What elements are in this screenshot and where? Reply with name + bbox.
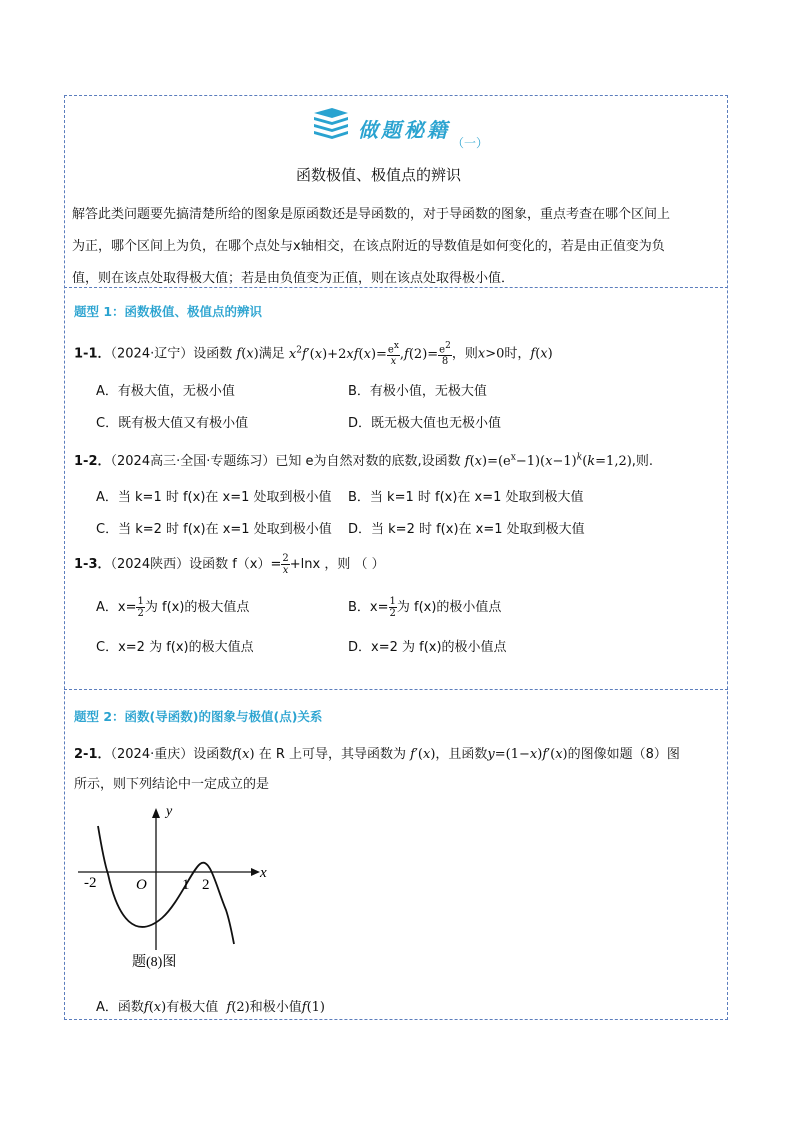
tick-label: 2 [202,877,210,893]
option-a[interactable]: A．x= $\frac{1}{2}$ 为 f(x)的极大值点 [96,596,250,619]
x-axis-arrow [251,868,260,876]
derivative-graph-figure [78,800,278,972]
option-d[interactable]: D．当 k=2 时 f(x)在 x=1 处取到极大值 [348,522,585,537]
tick-label: -2 [84,875,97,891]
question-number: 2-1． [74,747,111,762]
question-text: 满足 [258,346,285,362]
formula: f(x) [236,346,259,362]
intro-line: 为正，哪个区间上为负，在哪个点处与x轴相交，在该点附近的导数值是如何变化的，若是由正值变为负 [72,239,665,254]
option-d[interactable]: D．既无极大值也无极小值 [348,416,502,431]
question-text: 的图像如题（8）图 [567,747,680,762]
option-a[interactable]: A．当 k=1 时 f(x)在 x=1 处取到极小值 [96,490,332,505]
intro-line: 值，则在该点处取得极大值；若是由负值变为正值，则在该点处取得极小值． [72,271,515,286]
y-axis-arrow [152,808,160,818]
curve [98,826,234,944]
intro-line: 解答此类问题要先搞清楚所给的图象是原函数还是导函数的，对于导函数的图象，重点考查在哪个区间上 [72,207,671,222]
formula: $f(x)=(e^x-1)(x-1)^k(k=1,2)$ [464,452,632,469]
question-text: 在 R 上可导，其导函数为 [258,747,406,762]
x-axis-label: x [260,865,267,881]
question-text: 设函数 f（x）= [189,557,282,572]
question-2-1 [74,743,680,762]
question-text: 已知 e为自然对数的底数,设函数 [275,454,461,469]
option-d[interactable]: D．x=2 为 f(x)的极小值点 [348,640,507,655]
question-text: 设函数 [193,747,233,762]
formula: y=(1−x)f′(x) [487,747,568,762]
topic-label: 题型 2：函数(导函数)的图象与极值(点)关系 [74,709,323,724]
topic-label: 题型 1：函数极值、极值点的辨识 [74,304,263,319]
option-c[interactable]: C．既有极大值又有极小值 [96,416,249,431]
question-1-2 [74,450,653,469]
option-b[interactable]: B．当 k=1 时 f(x)在 x=1 处取到极大值 [348,490,584,505]
question-text: 时， [504,346,531,362]
formula: f(x) [232,747,255,762]
formula: x>0 [477,346,505,362]
tick-label: 1 [182,877,190,893]
question-number: 1-3． [74,557,111,572]
formula: $x^2f'(x)+2xf(x)=$ $\frac{e^x}{x}$ ,f(2)= $\frac{e^2}{8}$ [288,341,451,368]
question-number: 1-2． [74,454,111,469]
y-axis-label: y [166,804,173,819]
origin-label: O [136,877,147,893]
question-text: +lnx ，则 （ ） [289,557,385,572]
section-heading: 函数极值、极值点的辨识 [296,166,462,184]
divider [64,689,728,690]
question-source: （2024·重庆） [110,747,194,762]
option-a[interactable]: A．有极大值，无极小值 [96,384,235,399]
question-text: ，则 [451,346,478,362]
question-text: ,则. [631,454,654,469]
question-1-1 [74,341,553,367]
question-text: ，且函数 [435,747,488,762]
option-a[interactable]: A．函数f(x)有极大值 f(2)和极小值f(1) [96,1000,325,1015]
question-text: 设函数 [193,346,233,362]
option-c[interactable]: C．x=2 为 f(x)的极大值点 [96,640,254,655]
books-icon [312,107,350,145]
intro-paragraph [72,199,670,295]
formula: f′(x) [410,747,436,762]
question-text: 所示，则下列结论中一定成立的是 [74,777,270,792]
page-title: 做题秘籍 [358,118,450,142]
question-source: （2024陕西） [110,557,190,572]
question-source: （2024高三·全国·专题练习） [110,454,276,469]
option-b[interactable]: B．有极小值，无极大值 [348,384,487,399]
formula: f(x) [530,346,553,362]
question-number: 1-1． [74,346,111,362]
question-source: （2024·辽宁） [110,346,194,362]
option-b[interactable]: B．x= $\frac{1}{2}$ 为 f(x)的极小值点 [348,596,502,619]
formula: $\frac{2}{x}$ [282,553,289,576]
question-1-3 [74,553,385,576]
option-c[interactable]: C．当 k=2 时 f(x)在 x=1 处取到极小值 [96,522,332,537]
page-subtitle: （一） [452,136,489,150]
figure-caption: 题(8)图 [132,955,177,970]
